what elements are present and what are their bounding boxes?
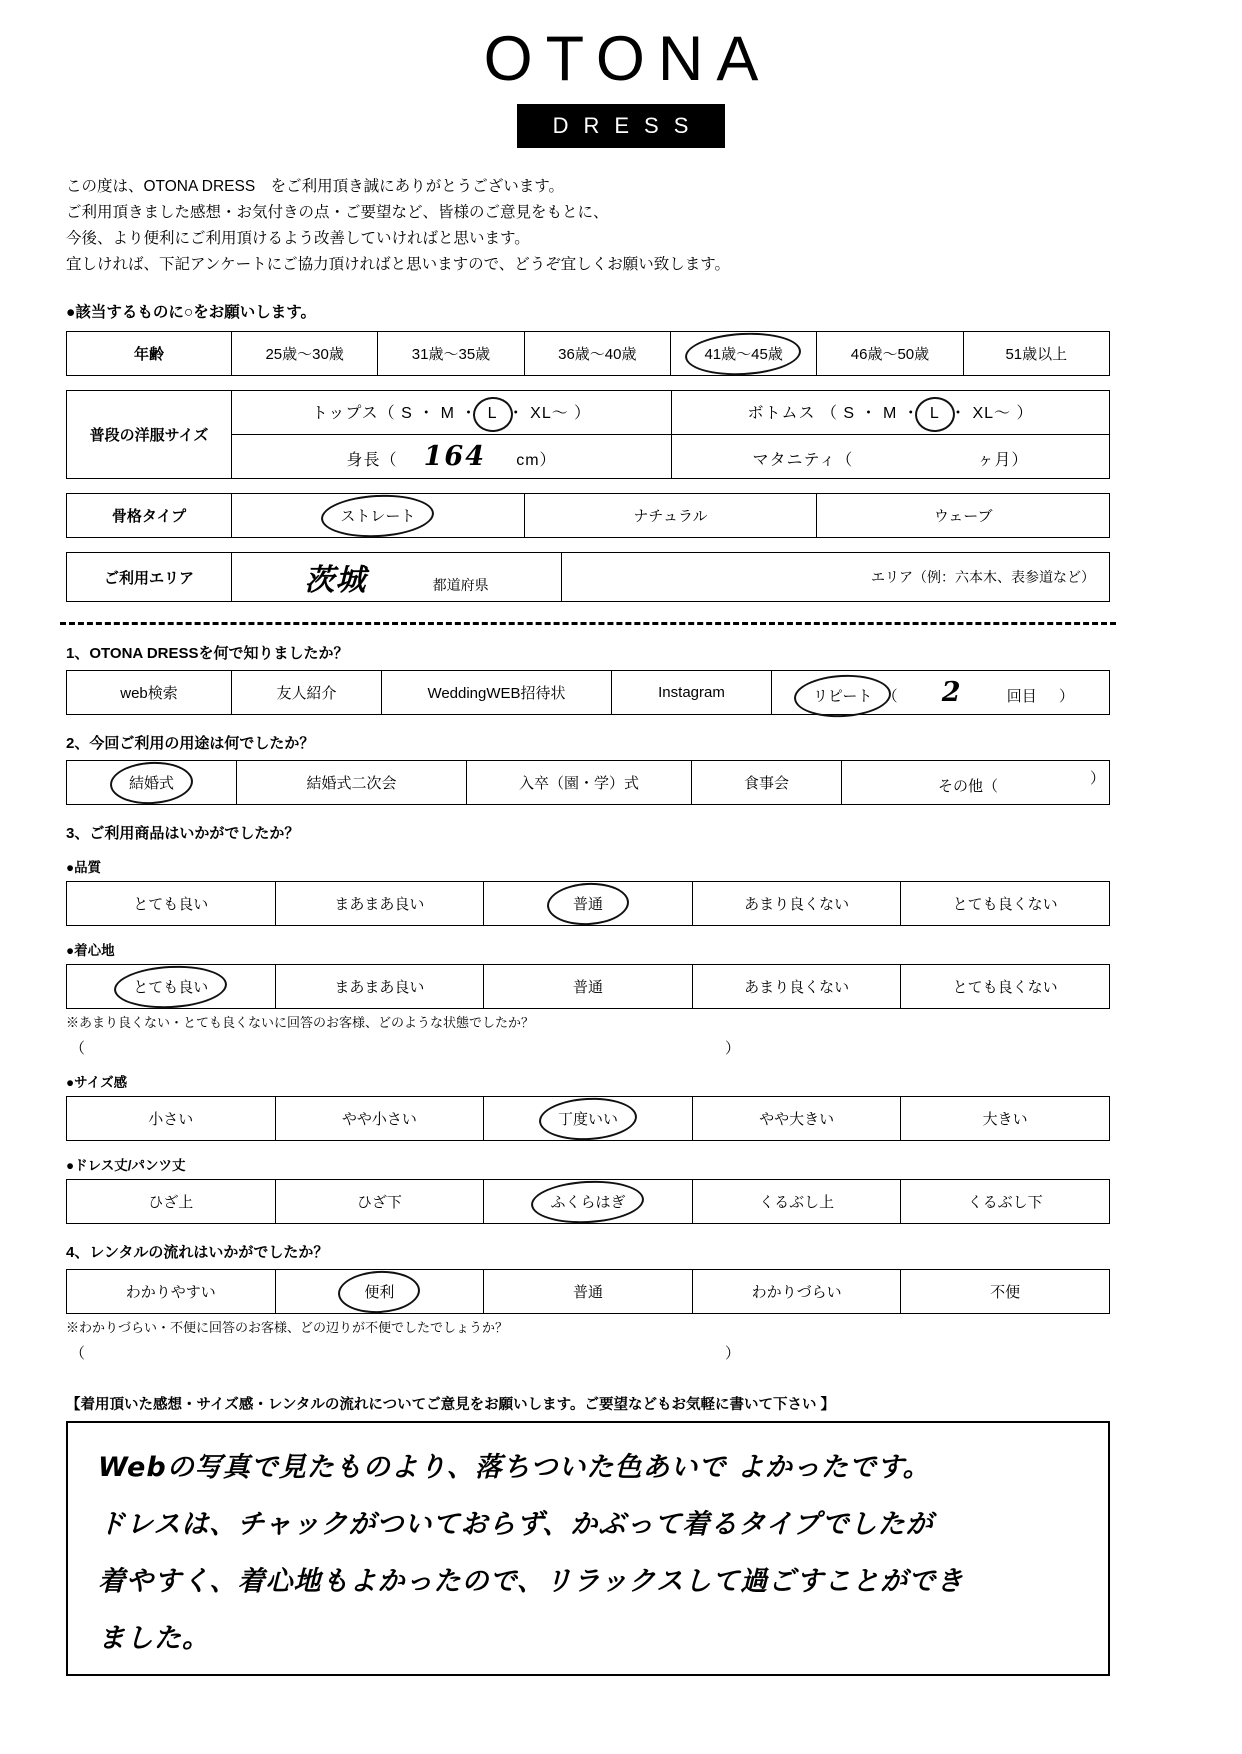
quality-option-very-good[interactable]	[67, 882, 276, 926]
comment-line: 着やすく、着心地もよかったので、リラックスして過ごすことができ	[98, 1566, 965, 1598]
q3-fit-label: ●サイズ感	[66, 1075, 128, 1091]
q1-repeat-unit: 回目	[1006, 688, 1037, 706]
brand-logo	[0, 0, 1242, 148]
q1-option-friend[interactable]	[232, 671, 382, 715]
age-option-label-selected: 41歳〜45歳	[698, 341, 788, 366]
table-row	[67, 1270, 1110, 1314]
bottoms-size-cell[interactable]	[672, 391, 1110, 435]
frame-option-wave[interactable]	[817, 494, 1110, 538]
q1-option-label: WeddingWEB招待状	[427, 685, 566, 703]
table-row	[67, 391, 1110, 435]
q1-option-label: 友人紹介	[276, 685, 337, 703]
q1-option-websearch[interactable]	[67, 671, 232, 715]
comfort-option-label: とても良くない	[952, 979, 1058, 997]
comfort-option-not-good[interactable]	[692, 965, 901, 1009]
q1-option-label: Instagram	[658, 684, 725, 702]
bottoms-prefix: ボトムス （ S ・ M ・	[747, 405, 920, 423]
length-option-above-knee[interactable]	[67, 1180, 276, 1224]
maternity-unit: ヶ月）	[977, 452, 1029, 470]
q4-option-hard[interactable]	[692, 1270, 901, 1314]
age-option-label: 46歳〜50歳	[850, 346, 930, 364]
q4-table	[66, 1269, 1110, 1314]
q4-option-label: 不便	[990, 1284, 1021, 1302]
q4-note: ※わかりづらい・不便に回答のお客様、どの辺りが不便でしたでしょうか？	[66, 1320, 509, 1336]
q3-comfort-answer-row[interactable]	[70, 1037, 740, 1058]
age-option-label: 51歳以上	[1005, 346, 1068, 364]
table-row	[67, 965, 1110, 1009]
q2-option-other[interactable]	[842, 761, 1110, 805]
table-row	[67, 671, 1110, 715]
intro-line-3: 今後、より便利にご利用頂けるよう改善していければと思います。	[66, 230, 530, 248]
fit-option-label-selected: 丁度いい	[552, 1106, 624, 1131]
q4-option-label: わかりづらい	[751, 1284, 842, 1302]
q2-option-afterparty[interactable]	[237, 761, 467, 805]
q3-length-table	[66, 1179, 1110, 1224]
table-row	[67, 1097, 1110, 1141]
table-row	[67, 553, 1110, 602]
q1-repeat-count: 2	[941, 677, 963, 709]
fit-option-label: やや大きい	[759, 1111, 835, 1129]
age-option-46-50[interactable]	[817, 332, 963, 376]
prefecture-value: 茨城	[304, 563, 367, 599]
length-option-below-ankle[interactable]	[901, 1180, 1110, 1224]
frame-label: 骨格タイプ	[67, 494, 232, 538]
age-option-25-30[interactable]	[232, 332, 378, 376]
q3-title: 3、ご利用商品はいかがでしたか？	[66, 825, 300, 843]
q2-title: 2、今回ご利用の用途は何でしたか？	[66, 735, 315, 753]
brand-name: OTONA	[483, 24, 772, 94]
fit-option-just-right[interactable]	[484, 1097, 693, 1141]
q3-comfort-note: ※あまり良くない・とても良くないに回答のお客様、どのような状態でしたか？	[66, 1015, 535, 1031]
q2-option-wedding[interactable]	[67, 761, 237, 805]
age-option-36-40[interactable]	[524, 332, 670, 376]
table-row	[67, 1180, 1110, 1224]
maternity-prefix: マタニティ（	[752, 452, 854, 470]
tops-suffix: ・ XL〜 ）	[507, 405, 592, 423]
q2-option-label: 食事会	[743, 775, 789, 793]
bottoms-suffix: ・ XL〜 ）	[950, 405, 1034, 423]
q2-option-label: 入卒（園・学）式	[518, 775, 639, 793]
frame-type-table	[66, 493, 1110, 538]
prefecture-label: 都道府県	[432, 577, 489, 594]
frame-option-label: ナチュラル	[633, 508, 708, 526]
size-label: 普段の洋服サイズ	[67, 391, 232, 479]
close-paren: ）	[724, 1345, 740, 1363]
age-option-31-35[interactable]	[378, 332, 524, 376]
q3-fit-table	[66, 1096, 1110, 1141]
area-table	[66, 552, 1110, 602]
comment-line: ました。	[98, 1623, 210, 1655]
length-option-label: くるぶし下	[967, 1194, 1043, 1212]
length-option-below-knee[interactable]	[275, 1180, 484, 1224]
height-cell[interactable]	[232, 435, 672, 479]
q2-option-label: 結婚式二次会	[306, 775, 397, 793]
fit-option-large[interactable]	[901, 1097, 1110, 1141]
comfort-option-label: 普通	[572, 979, 603, 997]
q4-option-label-selected: 便利	[358, 1279, 400, 1304]
age-option-51-up[interactable]	[963, 332, 1109, 376]
comment-heading: 【着用頂いた感想・サイズ感・レンタルの流れについてご意見をお願いします。ご要望などもお気軽に書いて下さい 】	[66, 1397, 835, 1414]
fit-option-small[interactable]	[67, 1097, 276, 1141]
fit-option-label: 大きい	[982, 1111, 1028, 1129]
section-divider	[60, 622, 1116, 625]
quality-option-fairly-good[interactable]	[275, 882, 484, 926]
age-label: 年齢	[67, 332, 232, 376]
length-option-label-selected: ふくらはぎ	[544, 1189, 631, 1214]
table-row	[67, 494, 1110, 538]
q3-length-label: ●ドレス丈/パンツ丈	[66, 1158, 186, 1174]
frame-option-straight[interactable]	[232, 494, 525, 538]
tops-size-cell[interactable]	[232, 391, 672, 435]
quality-option-label-selected: 普通	[567, 891, 609, 916]
quality-option-very-bad[interactable]	[901, 882, 1110, 926]
q3-quality-table	[66, 881, 1110, 926]
quality-option-label: まあまあ良い	[334, 896, 425, 914]
intro-text	[66, 174, 1242, 278]
comfort-option-very-bad[interactable]	[901, 965, 1110, 1009]
size-table	[66, 390, 1110, 479]
frame-option-label: ウェーブ	[933, 508, 993, 526]
comfort-option-normal[interactable]	[484, 965, 693, 1009]
frame-option-label-selected: ストレート	[334, 503, 421, 528]
tops-prefix: トップス（ S ・ M ・	[311, 405, 478, 423]
table-row	[67, 332, 1110, 376]
age-option-label: 31歳〜35歳	[411, 346, 491, 364]
table-row	[67, 882, 1110, 926]
area-example-label: エリア（例：六本木、表参道など）	[871, 569, 1095, 586]
q2-option-dining[interactable]	[692, 761, 842, 805]
length-option-above-ankle[interactable]	[692, 1180, 901, 1224]
q1-option-label: web検索	[120, 685, 178, 703]
q4-option-label: わかりやすい	[125, 1284, 216, 1302]
length-option-label: くるぶし上	[759, 1194, 835, 1212]
intro-line-1: この度は、OTONA DRESS をご利用頂き誠にありがとうございます。	[66, 178, 564, 196]
instruction-text: ●該当するものに○をお願いします。	[66, 304, 316, 322]
height-prefix: 身長（	[346, 452, 398, 470]
table-row	[67, 761, 1110, 805]
height-value: 164	[423, 441, 487, 473]
q3-comfort-label: ●着心地	[66, 943, 115, 959]
quality-option-label: とても良くない	[952, 896, 1058, 914]
brand-subname: DRESS	[517, 104, 726, 148]
bottoms-selected-size: L	[924, 403, 946, 425]
q4-option-easy[interactable]	[67, 1270, 276, 1314]
fit-option-label: 小さい	[148, 1111, 194, 1129]
quality-option-label: あまり良くない	[744, 896, 850, 914]
q4-answer-row[interactable]	[70, 1342, 740, 1363]
close-paren: ）	[724, 1040, 740, 1058]
comfort-option-fairly-good[interactable]	[275, 965, 484, 1009]
q2-other-close-paren: ）	[1089, 770, 1105, 788]
q2-option-ceremony[interactable]	[467, 761, 692, 805]
q4-option-convenient[interactable]	[275, 1270, 484, 1314]
comfort-option-very-good[interactable]	[67, 965, 276, 1009]
q2-option-label-selected: 結婚式	[123, 770, 180, 795]
q4-option-inconvenient[interactable]	[901, 1270, 1110, 1314]
q1-option-weddingweb[interactable]	[382, 671, 612, 715]
q1-repeat-close-paren: ）	[1058, 688, 1074, 706]
quality-option-label: とても良い	[133, 896, 209, 914]
q1-option-instagram[interactable]	[612, 671, 772, 715]
q3-comfort-table	[66, 964, 1110, 1009]
age-option-41-45[interactable]	[670, 332, 816, 376]
q1-title: 1、OTONA DRESSを何で知りましたか？	[66, 645, 349, 663]
comment-line: ドレスは、チャックがついておらず、かぶって着るタイプでしたが	[98, 1509, 934, 1541]
comment-box[interactable]	[66, 1421, 1110, 1676]
age-option-label: 25歳〜30歳	[265, 346, 344, 364]
q4-option-label: 普通	[572, 1284, 603, 1302]
q1-option-repeat[interactable]	[772, 671, 1110, 715]
open-paren: （	[70, 1040, 86, 1058]
maternity-cell[interactable]	[672, 435, 1110, 479]
comment-line: Webの写真で見たものより、落ちついた色あいで よかったです。	[98, 1452, 931, 1484]
fit-option-label: やや小さい	[341, 1111, 417, 1129]
q3-quality-label: ●品質	[66, 860, 102, 876]
fit-option-slightly-large[interactable]	[692, 1097, 901, 1141]
q4-option-normal[interactable]	[484, 1270, 693, 1314]
intro-line-4: 宜しければ、下記アンケートにご協力頂ければと思いますので、どうぞ宜しくお願い致します。	[66, 256, 731, 274]
open-paren: （	[70, 1345, 86, 1363]
frame-option-natural[interactable]	[524, 494, 817, 538]
length-option-label: ひざ上	[148, 1194, 194, 1212]
prefecture-cell[interactable]	[232, 553, 562, 602]
age-table	[66, 331, 1110, 376]
height-unit: cm）	[516, 452, 557, 470]
intro-line-2: ご利用頂きました感想・お気付きの点・ご要望など、皆様のご意見をもとに、	[66, 204, 609, 222]
tops-selected-size: L	[482, 403, 504, 425]
q2-table	[66, 760, 1110, 805]
length-option-calf[interactable]	[484, 1180, 693, 1224]
fit-option-slightly-small[interactable]	[275, 1097, 484, 1141]
quality-option-not-good[interactable]	[692, 882, 901, 926]
q1-table	[66, 670, 1110, 715]
area-label: ご利用エリア	[67, 553, 232, 602]
area-detail-cell[interactable]	[562, 553, 1110, 602]
quality-option-normal[interactable]	[484, 882, 693, 926]
age-option-label: 36歳〜40歳	[558, 346, 637, 364]
length-option-label: ひざ下	[356, 1194, 402, 1212]
comfort-option-label-selected: とても良い	[127, 974, 214, 999]
comfort-option-label: あまり良くない	[744, 979, 850, 997]
comfort-option-label: まあまあ良い	[334, 979, 425, 997]
q1-repeat-open-paren: （	[882, 688, 898, 706]
q4-title: 4、レンタルの流れはいかがでしたか？	[66, 1244, 329, 1262]
q2-other-label: その他（	[937, 778, 998, 796]
q1-repeat-label-selected: リピート	[807, 683, 878, 708]
